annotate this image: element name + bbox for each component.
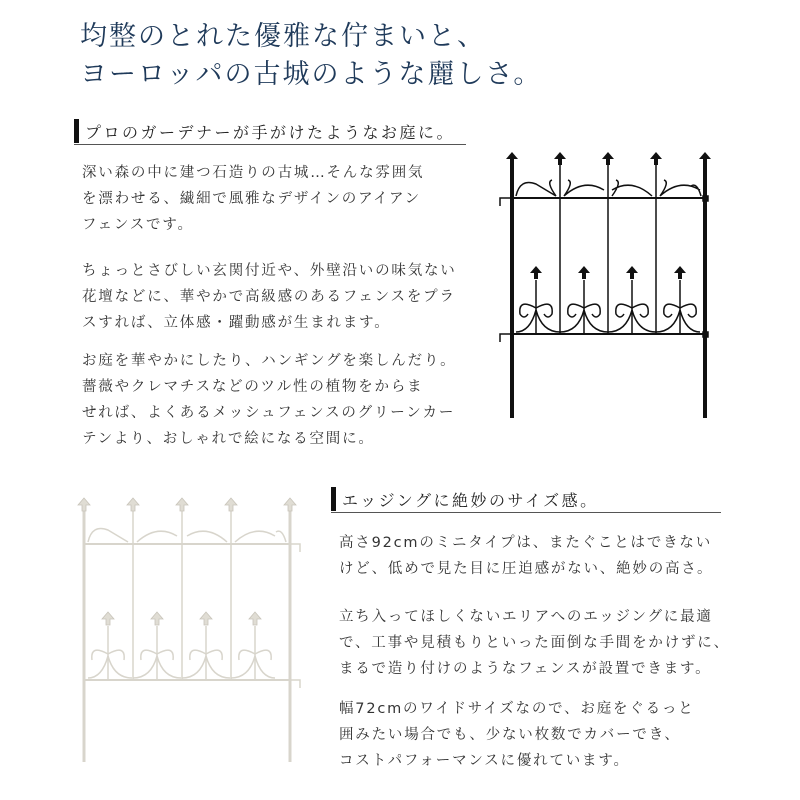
text-line: お庭を華やかにしたり、ハンギングを楽しんだり。 — [82, 353, 457, 369]
text-line: を漂わせる、繊細で風雅なデザインのアイアン — [82, 191, 421, 207]
section-heading-garden — [74, 118, 466, 145]
title-line-1: 均整のとれた優雅な佇まいと、 — [80, 21, 486, 52]
paragraph-edging — [339, 604, 730, 682]
text-line: ちょっとさびしい玄関付近や、外壁沿いの味気ない — [82, 263, 457, 279]
paragraph-entrance — [82, 258, 457, 336]
text-line: 薔薇やクレマチスなどのツル性の植物をからま — [82, 379, 424, 395]
page-title — [80, 18, 542, 94]
text-line: 囲みたい場合でも、少ない枚数でカバーでき、 — [339, 727, 681, 743]
paragraph-hanging — [82, 348, 456, 452]
title-line-2: ヨーロッパの古城のような麗しさ。 — [80, 59, 543, 90]
black-fence-image — [490, 148, 720, 428]
white-fence-image — [76, 494, 304, 768]
text-line: スすれば、立体感・躍動感が生まれます。 — [82, 315, 391, 331]
paragraph-intro — [82, 160, 424, 238]
section-heading-size — [331, 486, 721, 513]
text-line: コストパフォーマンスに優れています。 — [339, 753, 630, 769]
section-heading-text: プロのガーデナーが手がけたようなお庭に。 — [85, 122, 456, 142]
heading-bar — [74, 119, 79, 143]
paragraph-width — [339, 696, 695, 774]
section-heading-text: エッジングに絶妙のサイズ感。 — [342, 490, 599, 510]
heading-bar — [331, 487, 336, 511]
text-line: まるで造り付けのようなフェンスが設置できます。 — [339, 661, 712, 677]
paragraph-height — [339, 530, 713, 582]
text-line: テンより、おしゃれで絵になる空間に。 — [82, 431, 375, 447]
text-line: 立ち入ってほしくないエリアへのエッジングに最適 — [339, 609, 713, 625]
text-line: フェンスです。 — [82, 217, 194, 233]
text-line: 深い森の中に建つ石造りの古城…そんな雰囲気 — [82, 165, 425, 181]
text-line: 高さ92cmのミニタイプは、またぐことはできない — [339, 535, 713, 551]
text-line: けど、低めで見た目に圧迫感がない、絶妙の高さ。 — [339, 561, 714, 577]
text-line: せれば、よくあるメッシュフェンスのグリーンカー — [82, 405, 456, 421]
text-line: 花壇などに、華やかで高級感のあるフェンスをプラ — [82, 289, 456, 305]
text-line: で、工事や見積もりといった面倒な手間をかけずに、 — [339, 635, 730, 651]
text-line: 幅72cmのワイドサイズなので、お庭をぐるっと — [339, 701, 695, 717]
